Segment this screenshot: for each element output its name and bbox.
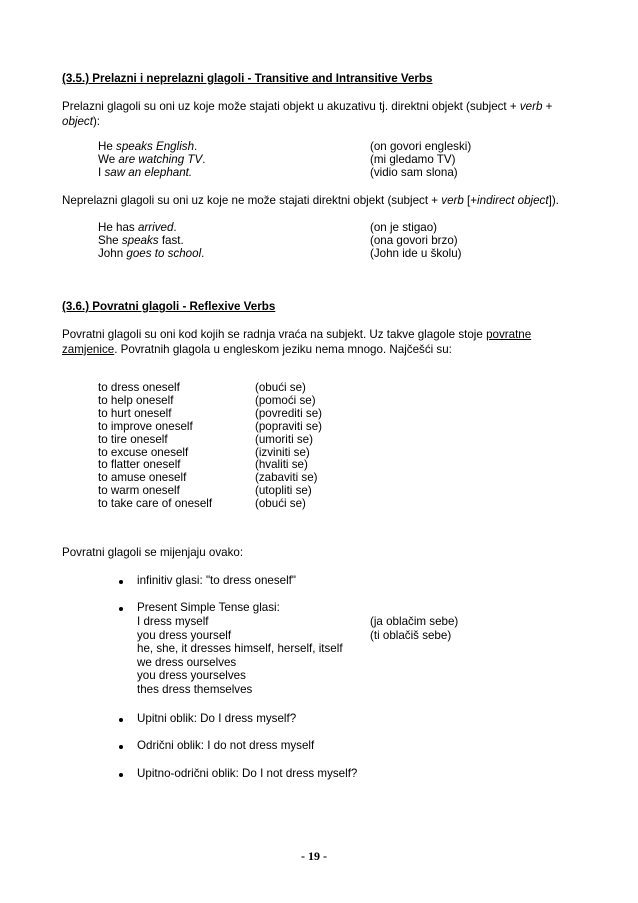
change-intro: Povratni glagoli se mijenjaju ovako: (62, 546, 244, 559)
reflexive-verb: to hurt oneself (98, 406, 172, 420)
bullet-icon (119, 580, 123, 584)
zamjenice-link[interactable]: zamjenice (62, 343, 115, 356)
reflexive-verb: to dress oneself (98, 381, 180, 394)
bullet-icon (119, 773, 123, 777)
bullet-icon (119, 745, 123, 749)
transitive-definition (62, 100, 552, 114)
negative-form: Odrični oblik: I do not dress myself (137, 739, 315, 752)
definition-text-tail: + (542, 100, 553, 113)
reflexive-verb-translation: (izviniti se) (255, 445, 310, 459)
bullet-icon (119, 607, 123, 611)
conjugation-line: we dress ourselves (137, 655, 237, 669)
conjugation-translation: (ti oblačiš sebe) (370, 628, 452, 642)
example-row: I saw an elephant. (98, 166, 193, 179)
reflexive-verb: to excuse oneself (98, 445, 189, 459)
conjugation-line: you dress yourselves (137, 669, 246, 683)
reflexive-definition-cont: zamjenice. Povratnih glagola u engleskom jeziku nema mnogo. Najčešći su: (62, 343, 452, 356)
example-translation: (on je stigao) (370, 221, 438, 234)
definition-verb: verb (519, 100, 543, 113)
example-row: We are watching TV. (98, 153, 206, 166)
reflexive-verb-translation: (popraviti se) (255, 419, 323, 433)
conjugation-line: you dress yourself (137, 628, 232, 642)
conjugation-line: thes dress themselves (137, 683, 253, 696)
conjugation-line: I dress myself (137, 615, 209, 628)
reflexive-verb: to take care of oneself (98, 497, 213, 511)
infinitive-line: infinitiv glasi: "to dress oneself" (137, 574, 297, 587)
definition-object: object (62, 115, 93, 128)
reflexive-verb-translation: (hvaliti se) (255, 458, 308, 472)
example-translation: (vidio sam slona) (370, 166, 458, 179)
example-translation: (John ide u školu) (370, 247, 462, 260)
intransitive-definition: Neprelazni glagoli su oni uz koje ne može stajati direktni objekt (subject + verb [+indirect object]). (62, 194, 559, 207)
question-form: Upitni oblik: Do I dress myself? (137, 712, 297, 725)
definition-text: Prelazni glagoli su oni uz koje može stajati objekt u akuzativu tj. direktni objekt (subject + (62, 100, 520, 113)
example-translation: (on govori engleski) (370, 140, 472, 153)
reflexive-verb: to help oneself (98, 393, 174, 407)
reflexive-verb: to amuse oneself (98, 471, 187, 485)
example-translation: (mi gledamo TV) (370, 153, 456, 166)
reflexive-verb-translation: (obući se) (255, 381, 306, 394)
section-heading-reflexive: (3.6.) Povratni glagoli - Reflexive Verbs (62, 300, 276, 313)
reflexive-verb: to flatter oneself (98, 458, 181, 472)
present-simple-title: Present Simple Tense glasi: (137, 601, 280, 614)
reflexive-verb-translation: (povrediti se) (255, 406, 323, 420)
negative-question-form: Upitno-odrični oblik: Do I not dress myself? (137, 767, 358, 780)
example-translation: (ona govori brzo) (370, 234, 458, 247)
conjugation-translation: (ja oblačim sebe) (370, 615, 459, 628)
reflexive-verb: to improve oneself (98, 419, 193, 433)
example-row: John goes to school. (98, 247, 205, 260)
example-row: She speaks fast. (98, 234, 184, 247)
definition-text-end: ): (92, 115, 101, 128)
conjugation-line: he, she, it dresses himself, herself, itself (137, 642, 343, 656)
transitive-definition-cont (62, 115, 100, 129)
reflexive-verb-translation: (pomoći se) (255, 393, 316, 407)
section-heading-transitive: (3.5.) Prelazni i neprelazni glagoli - Transitive and Intransitive Verbs (62, 72, 433, 85)
reflexive-verb-translation: (obući se) (255, 497, 306, 511)
reflexive-verb-translation: (zabaviti se) (255, 471, 318, 485)
povratne-link[interactable]: povratne (486, 328, 532, 341)
reflexive-verb: to warm oneself (98, 484, 180, 498)
reflexive-definition: Povratni glagoli su oni kod kojih se radnja vraća na subjekt. Uz takve glagole stoje povratne (62, 328, 532, 341)
reflexive-verb-translation: (utopliti se) (255, 484, 312, 498)
reflexive-verb: to tire oneself (98, 432, 168, 446)
example-row: He has arrived. (98, 221, 177, 234)
bullet-icon (119, 718, 123, 722)
page-number: - 19 - (301, 849, 327, 863)
example-row: He speaks English. (98, 140, 198, 153)
reflexive-verb-translation: (umoriti se) (255, 432, 313, 446)
